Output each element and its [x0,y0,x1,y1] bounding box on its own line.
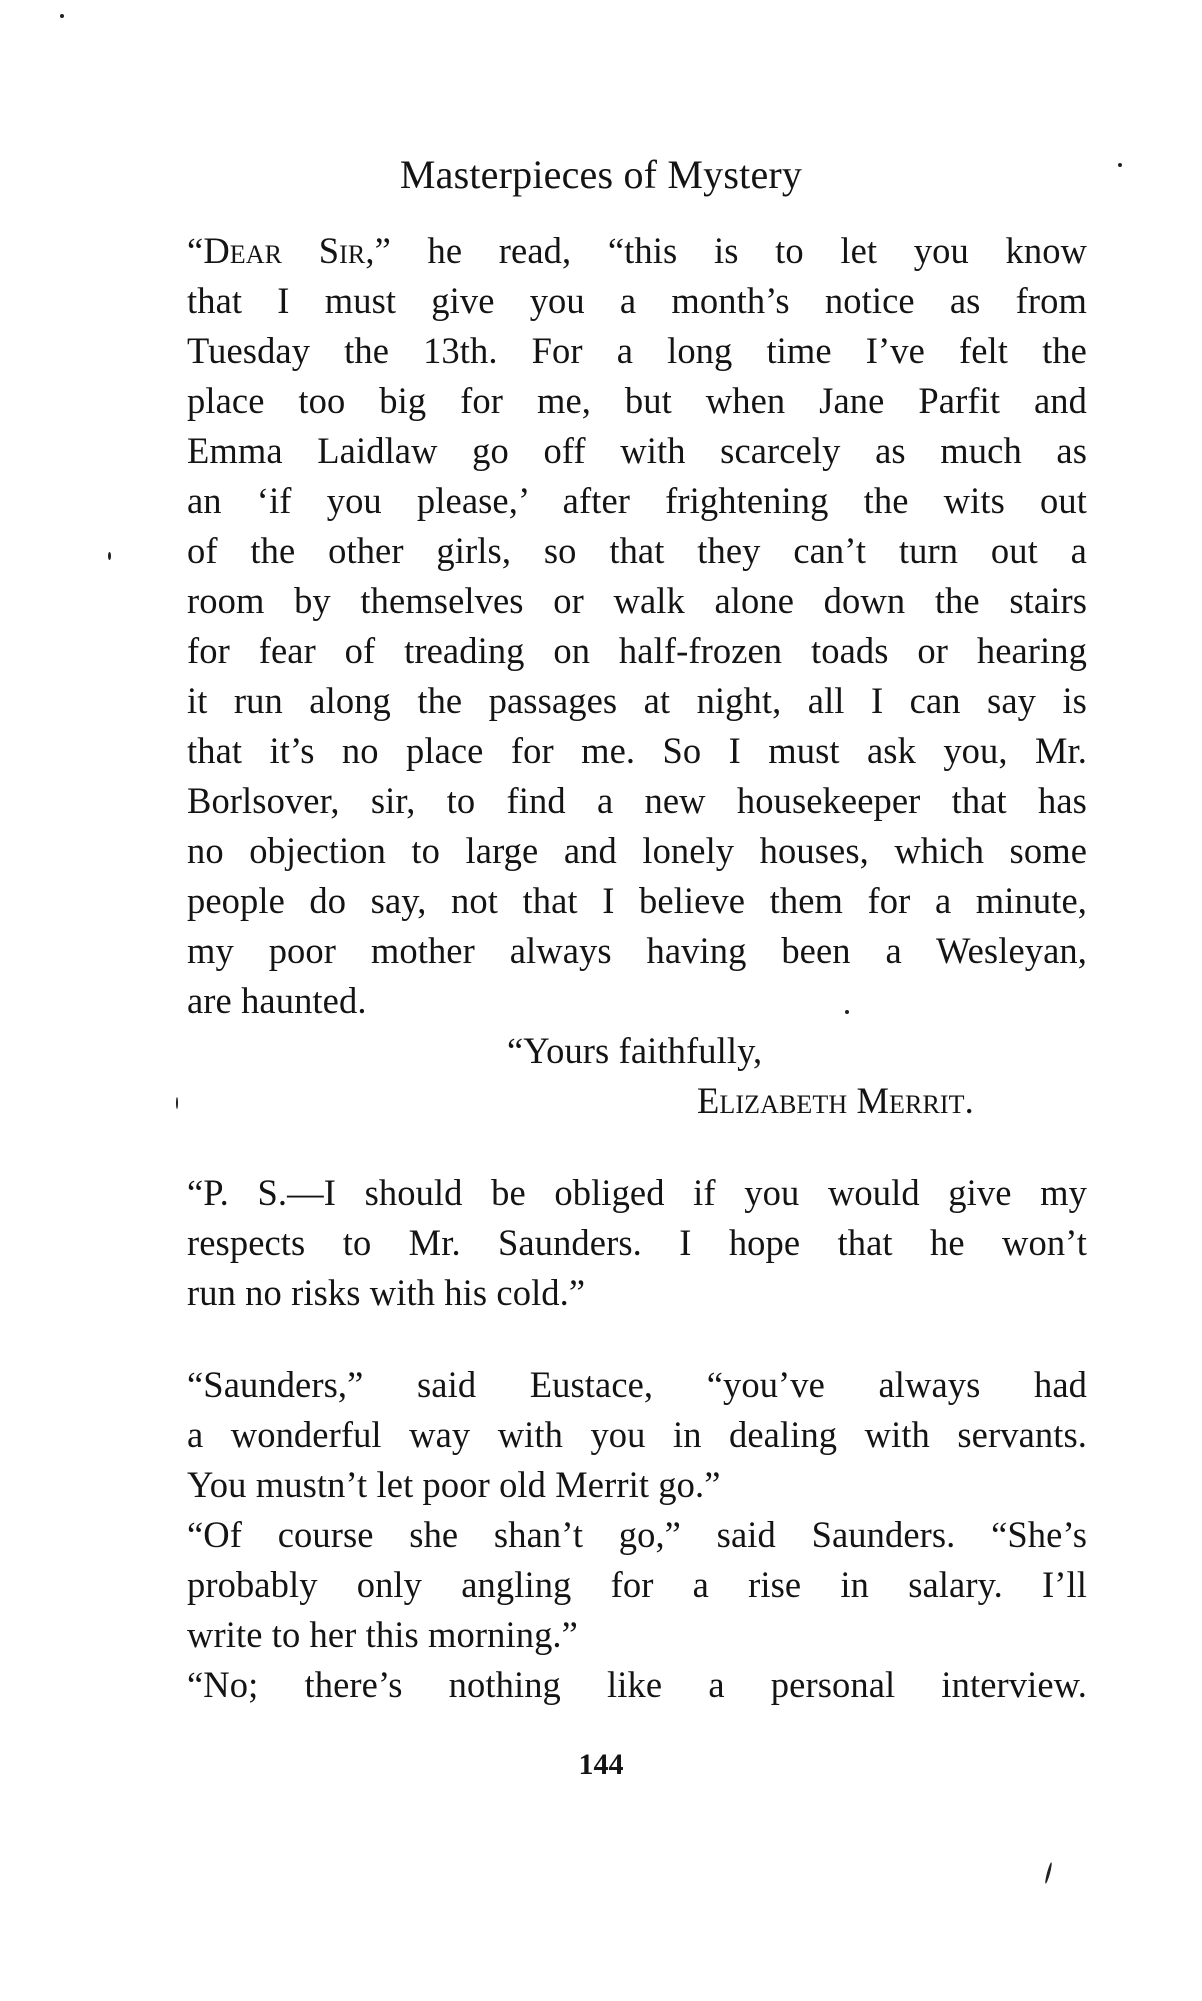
scan-speck [1118,163,1122,167]
text-line: Borlsover, sir, to find a new housekeeper that has [187,780,1087,821]
text-line: “Of course she shan’t go,” said Saunders. “She’s [187,1514,1087,1555]
text-line: people do say, not that I believe them for a minute, [187,880,1087,921]
text-line: “Dear Sir,” he read, “this is to let you know [187,230,1087,271]
scan-speck [108,552,111,560]
body-text [187,226,1087,1710]
text-line: Emma Laidlaw go off with scarcely as much as [187,430,1087,471]
scan-speck [845,1010,849,1014]
text-line: are haunted. [187,980,367,1021]
text-line: my poor mother always having been a Wesleyan, [187,930,1087,971]
page-number: 144 [578,1748,624,1781]
salutation-sir: Sir [318,230,366,271]
text-line: run no risks with his cold.” [187,1272,586,1313]
text-line: “Saunders,” said Eustace, “you’ve always had [187,1364,1087,1405]
dialogue-paragraphs [187,1360,1087,1710]
text-line: probably only angling for a rise in salary. I’ll [187,1564,1087,1605]
text-line: a wonderful way with you in dealing with servants. [187,1414,1087,1455]
letter-signature: Elizabeth Merrit. [697,1080,974,1121]
text-line: write to her this morning.” [187,1614,578,1655]
paragraph-gap [187,1318,1087,1360]
letter-closing: “Yours faithfully, [507,1030,763,1071]
text-line: an ‘if you please,’ after frightening the wits out [187,480,1087,521]
text-line: of the other girls, so that they can’t turn out a [187,530,1087,571]
salutation-dear: Dear [203,230,283,271]
text-line: place too big for me, but when Jane Parfit and [187,380,1087,421]
text-line: that I must give you a month’s notice as from [187,280,1087,321]
text-line: Tuesday the 13th. For a long time I’ve felt the [187,330,1087,371]
running-head: Masterpieces of Mystery [399,152,803,197]
postscript-paragraph [187,1168,1087,1318]
text-line: that it’s no place for me. So I must ask you, Mr. [187,730,1087,771]
scan-speck [60,14,64,18]
text-line: it run along the passages at night, all I can say is [187,680,1087,721]
text-line: You mustn’t let poor old Merrit go.” [187,1464,721,1505]
text-line: for fear of treading on half-frozen toads or hearing [187,630,1087,671]
letter-paragraph [187,226,1087,1126]
text-line: “P. S.—I should be obliged if you would give my [187,1172,1087,1213]
paragraph-gap [187,1126,1087,1168]
text-line: “No; there’s nothing like a personal interview. [187,1664,1087,1705]
text-line: no objection to large and lonely houses, which some [187,830,1087,871]
text-line: room by themselves or walk alone down the stairs [187,580,1087,621]
text-line: respects to Mr. Saunders. I hope that he won’t [187,1222,1087,1263]
scan-speck [1044,1862,1053,1884]
scan-speck [176,1097,178,1109]
